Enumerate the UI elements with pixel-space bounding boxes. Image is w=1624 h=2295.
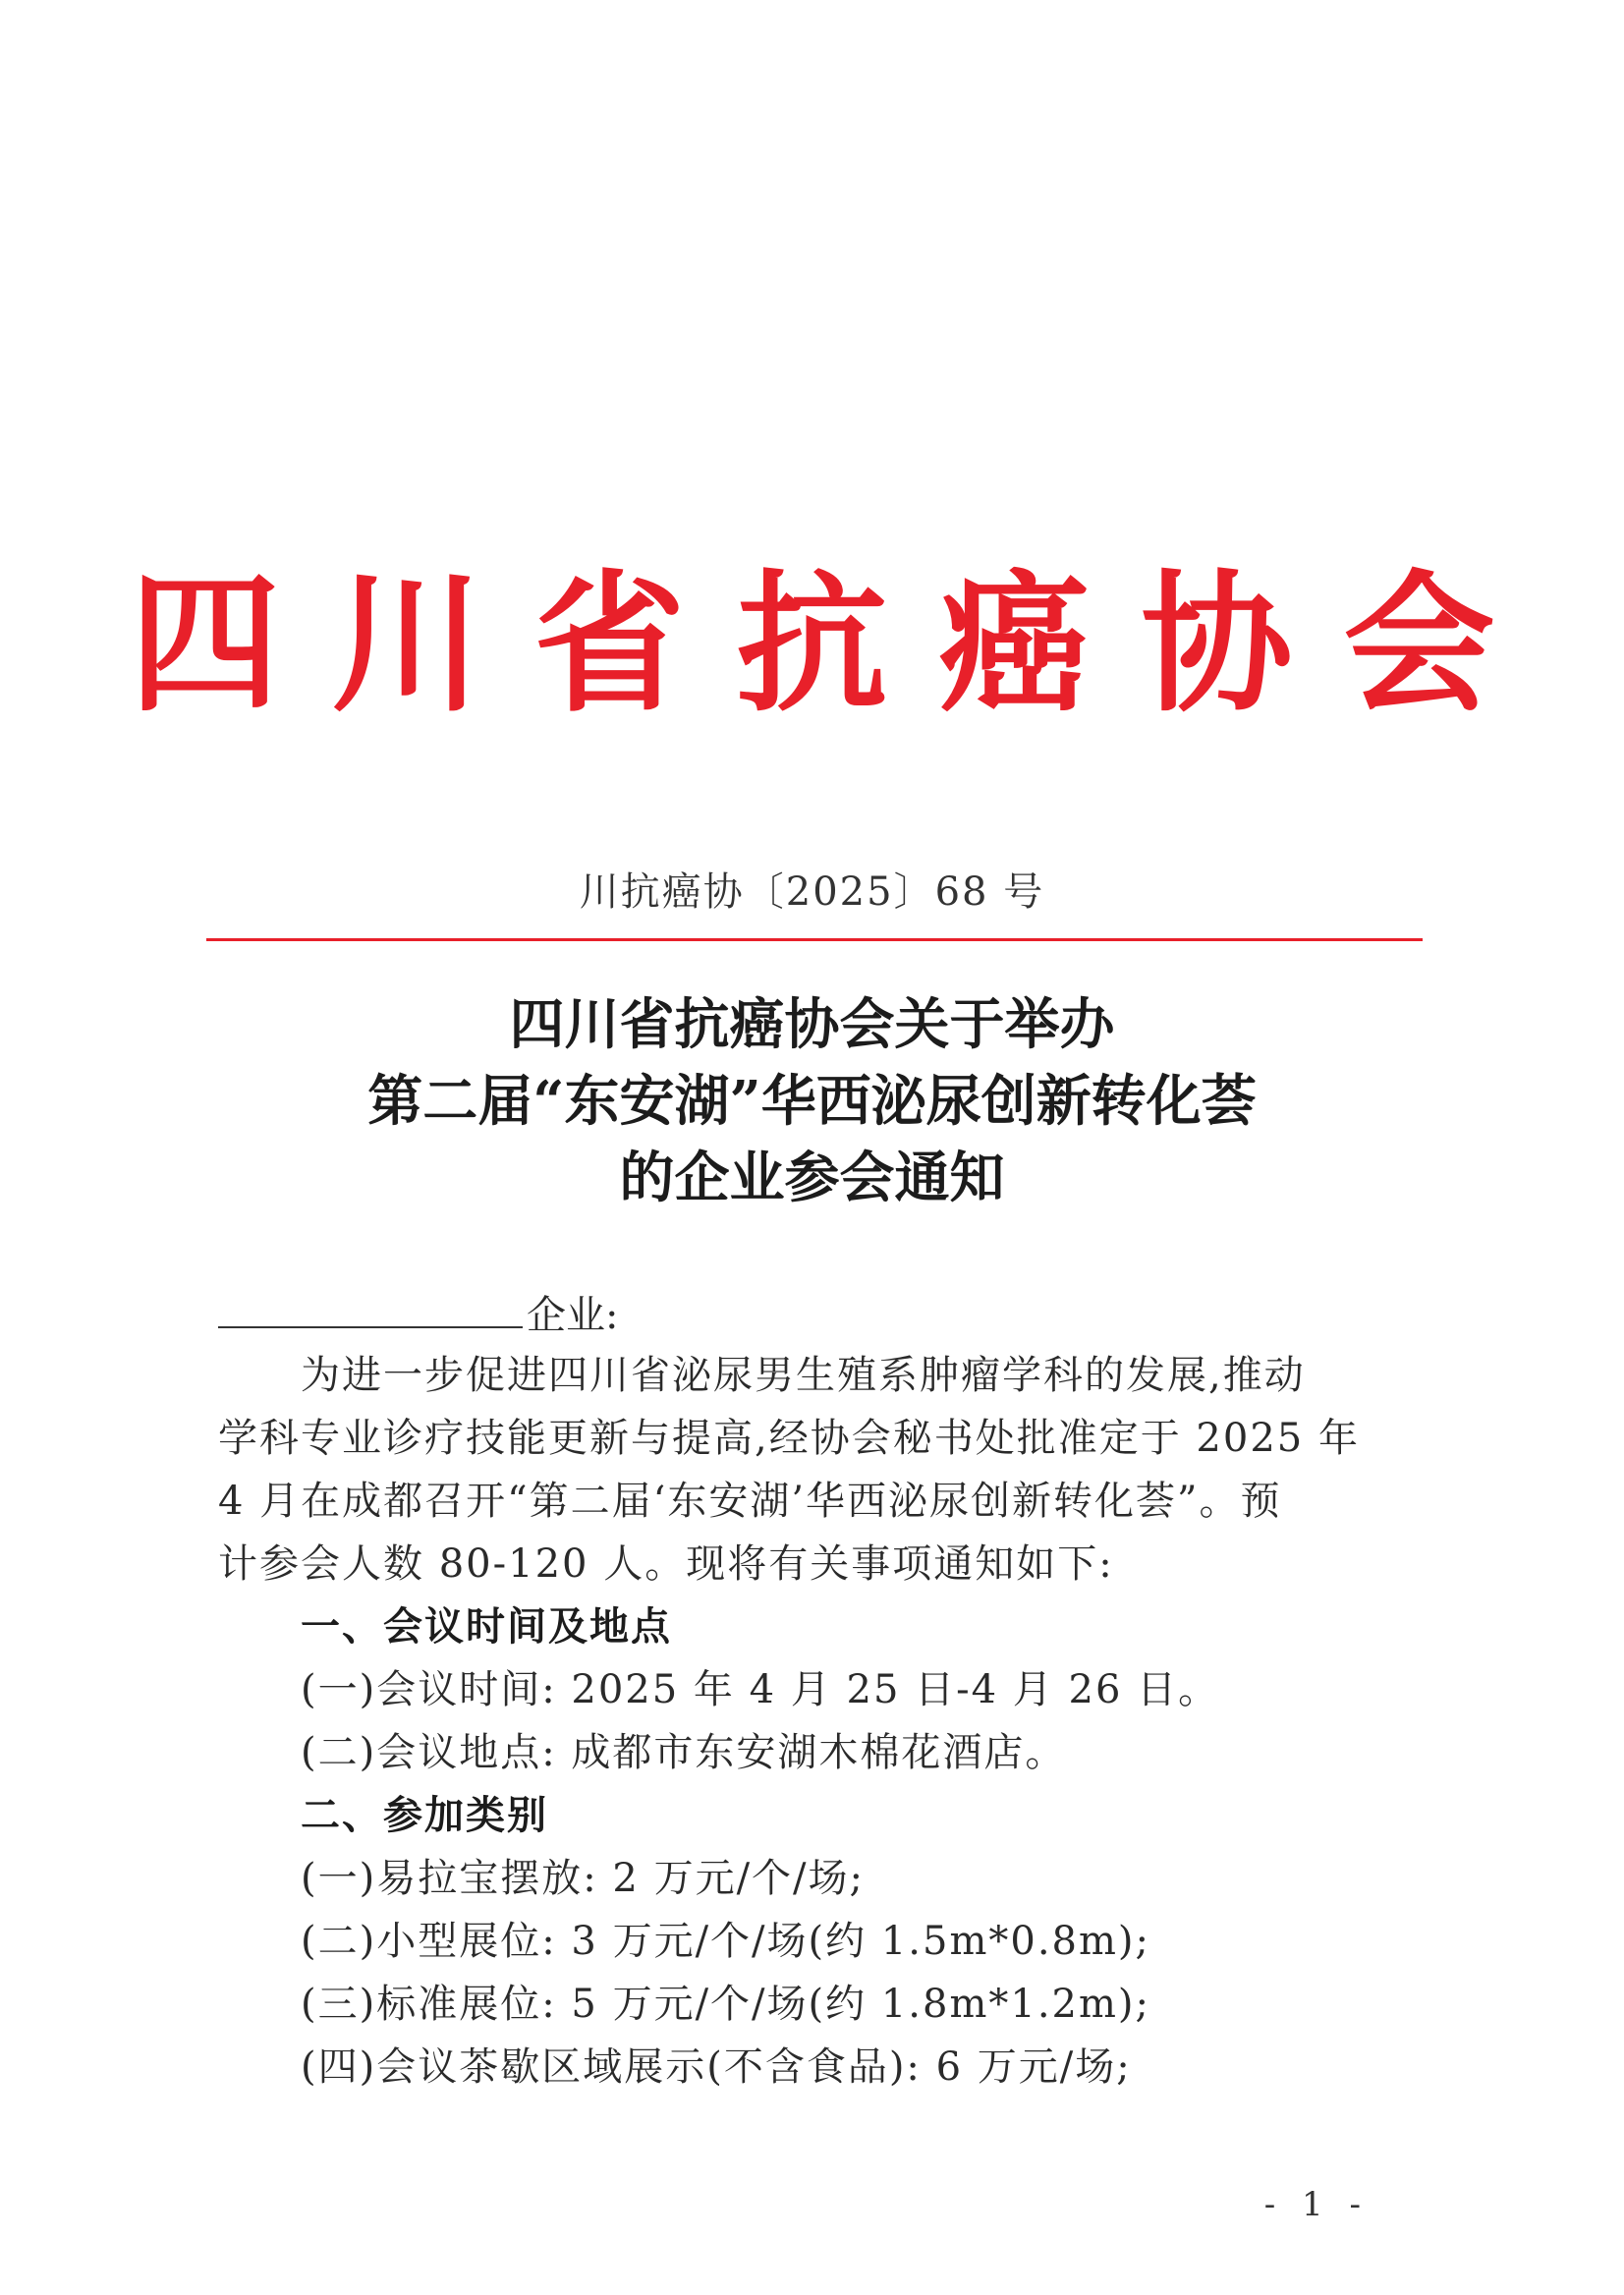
meeting-time-item: (一)会议时间: 2025 年 4 月 25 日-4 月 26 日。 — [301, 1667, 1220, 1712]
organization-name-header: 四川省抗癌协会 — [129, 557, 1546, 733]
intro-line-4: 计参会人数 80-120 人。现将有关事项通知如下: — [218, 1541, 1114, 1587]
notice-title-line-2: 第二届“东安湖”华西泌尿创新转化荟 — [367, 1069, 1257, 1134]
meeting-location-item: (二)会议地点: 成都市东安湖木棉花酒店。 — [301, 1730, 1067, 1775]
section-heading-participation: 二、参加类别 — [301, 1793, 548, 1838]
addressee-suffix: 企业: — [527, 1293, 619, 1338]
notice-title-line-1: 四川省抗癌协会关于举办 — [509, 992, 1115, 1057]
red-divider-line — [206, 938, 1423, 941]
section-heading-time-location: 一、会议时间及地点 — [301, 1604, 672, 1650]
intro-line-2: 学科专业诊疗技能更新与提高,经协会秘书处批准定于 2025 年 — [218, 1416, 1360, 1461]
participation-item-2: (二)小型展位: 3 万元/个/场(约 1.5m*0.8m); — [301, 1919, 1151, 1964]
addressee-line — [218, 1289, 618, 1339]
intro-line-1: 为进一步促进四川省泌尿男生殖系肿瘤学科的发展,推动 — [301, 1353, 1306, 1398]
document-number: 川抗癌协〔2025〕68 号 — [579, 869, 1045, 915]
intro-line-3: 4 月在成都召开“第二届‘东安湖’华西泌尿创新转化荟”。预 — [218, 1479, 1282, 1524]
participation-item-1: (一)易拉宝摆放: 2 万元/个/场; — [301, 1856, 865, 1901]
addressee-blank — [218, 1289, 523, 1328]
participation-item-3: (三)标准展位: 5 万元/个/场(约 1.8m*1.2m); — [301, 1982, 1151, 2027]
notice-title-line-3: 的企业参会通知 — [619, 1146, 1005, 1210]
page-number: - 1 - — [1263, 2185, 1369, 2224]
participation-item-4: (四)会议茶歇区域展示(不含食品): 6 万元/场; — [301, 2044, 1132, 2090]
